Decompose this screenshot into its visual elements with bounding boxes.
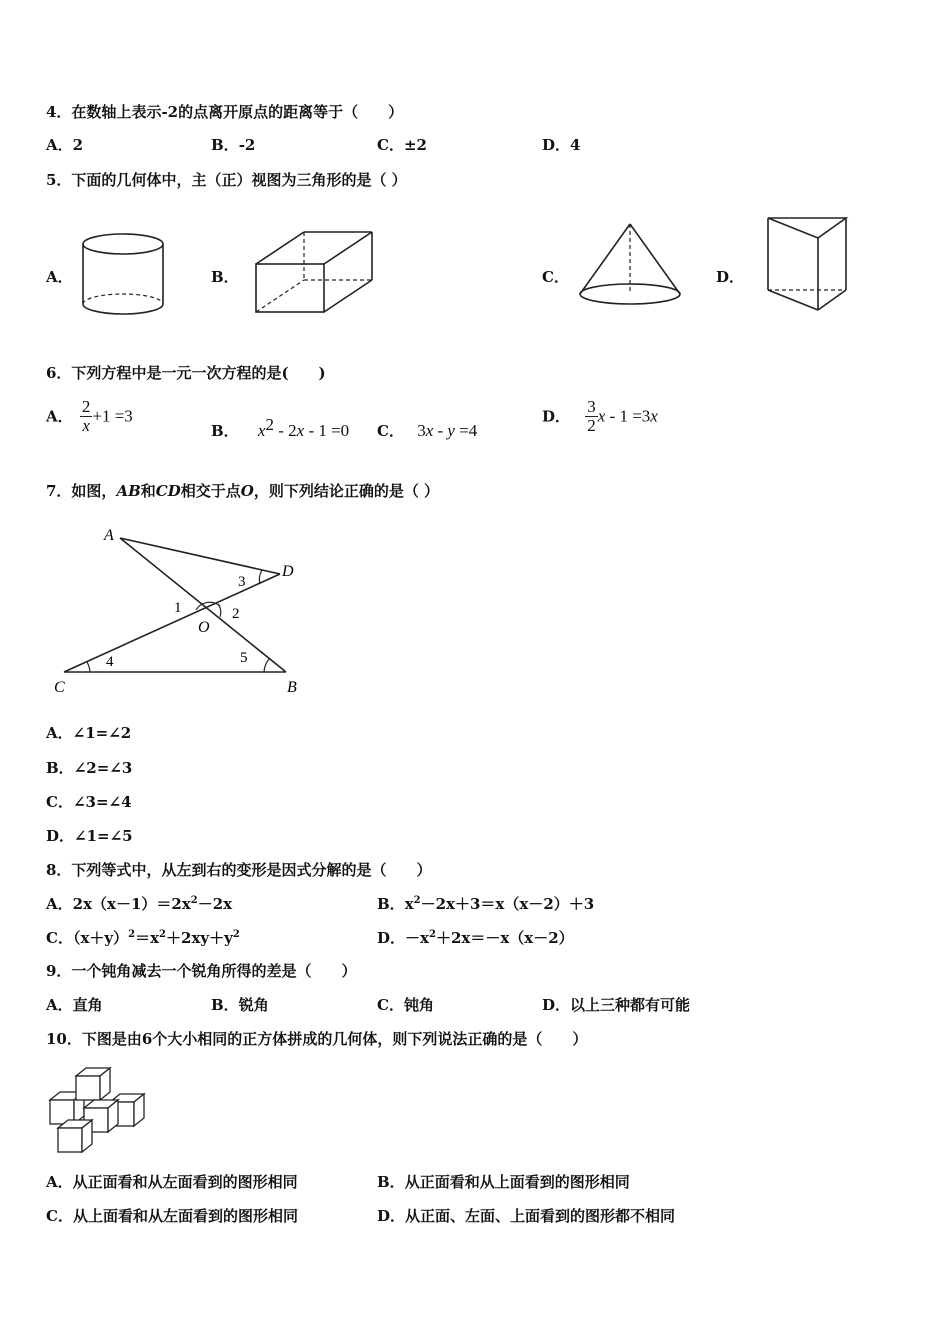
intersecting-lines-figure [50,522,320,702]
q6-stem: 6．下列方程中是一元一次方程的是( ) [46,364,326,382]
cylinder-figure [78,232,170,322]
q8-option-d[interactable]: D．$-x^2+2x=-x(x-2)$ [377,929,574,947]
q5-option-a-label[interactable]: A． [46,268,73,286]
q5-stem: 5．下面的几何体中，主（正）视图为三角形的是（ ） [46,171,407,189]
q6-d-numerator: 3 [587,397,596,416]
triangular-prism-figure [764,214,854,314]
q8-option-b[interactable]: B．$x^2-2x+3=x(x-2)+3$ [377,895,595,913]
angle-5-label: 5 [240,650,248,666]
q6-option-c[interactable]: C． 3x - y =4 [377,421,478,440]
q6-a-denominator: x [82,416,90,435]
point-o-label: O [198,619,210,636]
q4-option-a[interactable]: A．2 [46,136,84,154]
q10-option-c[interactable]: C．从上面看和从左面看到的图形相同 [46,1207,298,1225]
q4-option-d[interactable]: D．4 [542,136,581,154]
cubes-figure [46,1064,150,1156]
cuboid-figure [252,228,377,316]
q6-option-d[interactable]: D． $\frac{3}{2}$ x - 1 =3x [542,397,658,435]
q4-stem: 4．在数轴上表示-2的点离开原点的距离等于（ ） [46,103,404,121]
q9-option-a[interactable]: A．直角 [46,996,103,1014]
point-b-label: B [287,679,297,696]
q7-option-b[interactable]: B．∠2=∠3 [46,759,133,777]
q7-option-a[interactable]: A．∠1=∠2 [46,724,132,742]
q10-option-b[interactable]: B．从正面看和从上面看到的图形相同 [377,1173,630,1191]
q10-option-d[interactable]: D．从正面、左面、上面看到的图形都不相同 [377,1207,676,1225]
q6-d-denominator: 2 [587,416,596,435]
angle-2-label: 2 [232,606,240,622]
angle-1-label: 1 [174,600,182,616]
q9-option-d[interactable]: D．以上三种都有可能 [542,996,691,1014]
angle-4-label: 4 [106,654,114,670]
point-a-label: A [104,527,114,544]
q4-option-b[interactable]: B．-2 [211,136,256,154]
q6-option-a[interactable]: A． $\frac{2}{x}$ +1 =3 [46,397,133,435]
q7-stem: 7．如图，AB和CD相交于点O，则下列结论正确的是（ ） [46,482,440,500]
q6-option-b[interactable]: B． $x^2 - 2x - 1 =0$ [211,415,350,440]
q5-option-d-label[interactable]: D． [716,268,745,286]
q10-stem: 10．下图是由6个大小相同的正方体拼成的几何体，则下列说法正确的是（ ） [46,1030,588,1048]
q9-option-c[interactable]: C．钝角 [377,996,434,1014]
q9-stem: 9．一个钝角减去一个锐角所得的差是（ ） [46,962,357,980]
q8-option-c[interactable]: C．$(x+y)^2=x^2+2xy+y^2$ [46,929,240,947]
q8-stem: 8．下列等式中，从左到右的变形是因式分解的是（ ） [46,861,432,879]
q5-option-b-label[interactable]: B． [211,268,239,286]
q7-option-d[interactable]: D．∠1=∠5 [46,827,133,845]
q10-option-a[interactable]: A．从正面看和从左面看到的图形相同 [46,1173,298,1191]
point-c-label: C [54,679,65,696]
q4-option-c[interactable]: C．±2 [377,136,427,154]
q9-option-b[interactable]: B．锐角 [211,996,269,1014]
point-d-label: D [282,563,294,580]
q7-option-c[interactable]: C．∠3=∠4 [46,793,132,811]
q5-option-c-label[interactable]: C． [542,268,569,286]
angle-3-label: 3 [238,574,246,590]
q6-a-numerator: 2 [81,397,91,416]
q8-option-a[interactable]: A．$2x(x-1)=2x^2-2x$ [46,895,233,913]
cone-figure [576,220,688,312]
